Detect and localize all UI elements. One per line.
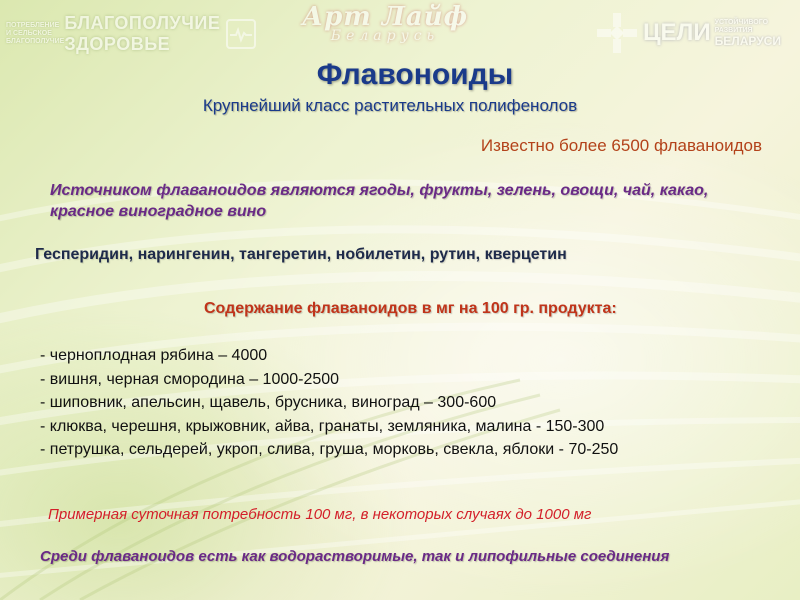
- health-goal-small-text: ПОТРЕБЛЕНИЕ И СЕЛЬСКОЕ БЛАГОПОЛУЧИЕ: [6, 22, 65, 45]
- daily-need-text: Примерная суточная потребность 100 мг, в некоторых случаях до 1000 мг: [48, 506, 592, 523]
- slide-title: Флавоноиды: [316, 58, 514, 91]
- sdg-belarus-logo: [595, 8, 795, 58]
- solubility-text: Среди флаваноидов есть как водорастворимые, так и липофильные соединения: [40, 548, 670, 565]
- examples-text: Гесперидин, нарингенин, тангеретин, нобилетин, рутин, кверцетин: [35, 246, 567, 263]
- slide-subtitle: Крупнейший класс растительных полифенолов: [202, 96, 578, 115]
- list-item: - клюква, черешня, крыжовник, айва, гранаты, земляника, малина - 150-300: [40, 417, 605, 435]
- art-life-logo: [300, 2, 470, 62]
- sdg-flower-icon: [595, 11, 639, 55]
- list-item: - черноплодная рябина – 4000: [40, 347, 268, 364]
- heartbeat-icon: [226, 19, 256, 49]
- health-goal-big-text: БЛАГОПОЛУЧИЕ ЗДОРОВЬЕ: [64, 13, 221, 54]
- list-item: - петрушка, сельдерей, укроп, слива, груша, морковь, свекла, яблоки - 70-250: [40, 441, 619, 458]
- health-goal-logo: [6, 13, 221, 54]
- content-heading: Содержание флаваноидов в мг на 100 гр. продукта:: [204, 300, 617, 317]
- list-item: - шиповник, апельсин, щавель, брусника, виноград – 300-600: [40, 394, 497, 411]
- sources-text: Источником флаваноидов являются ягоды, фрукты, зелень, овощи, чай, какао, красное виноградное вино: [50, 182, 709, 220]
- content-list: [40, 344, 780, 462]
- known-count-text: Известно более 6500 флаваноидов: [480, 136, 762, 155]
- sdg-word: ЦЕЛИ: [643, 19, 711, 46]
- art-life-logo-name: Арт Лайф: [301, 2, 469, 32]
- sdg-country: БЕЛАРУСИ: [714, 33, 781, 48]
- art-life-logo-sub: Беларусь: [330, 28, 440, 44]
- list-item: - вишня, черная смородина – 1000-2500: [40, 370, 340, 388]
- sdg-small-line: УСТОЙЧИВОГО РАЗВИТИЯ: [714, 18, 769, 34]
- sdg-small-text: [715, 19, 785, 48]
